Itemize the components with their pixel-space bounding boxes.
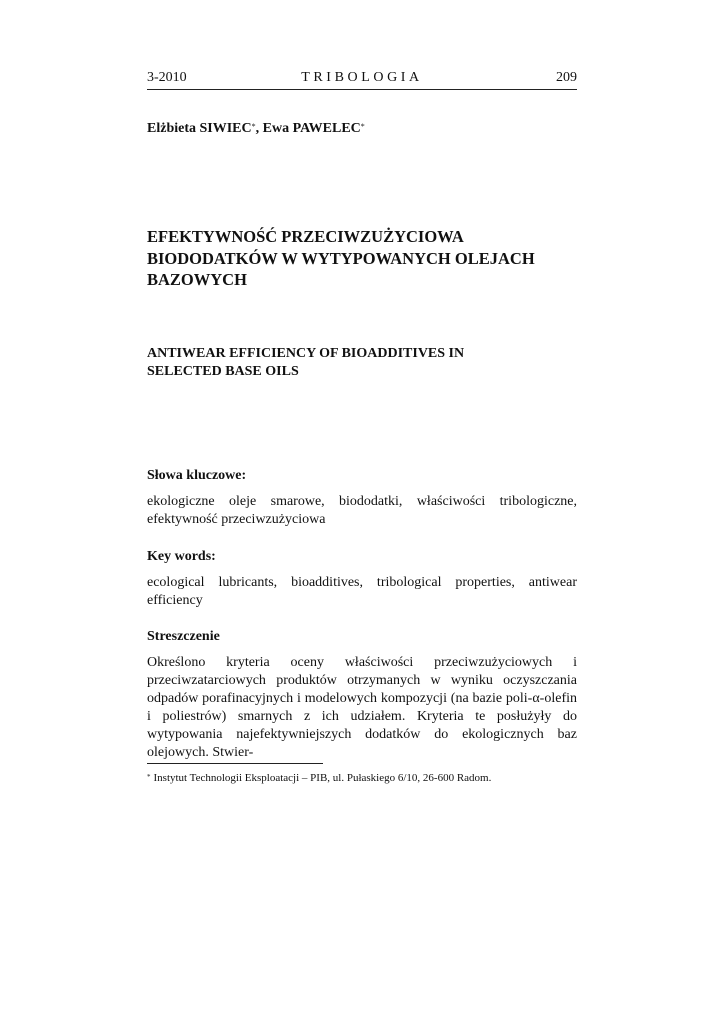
- running-header: [147, 70, 577, 88]
- title-line: ANTIWEAR EFFICIENCY OF BIOADDITIVES IN: [147, 346, 465, 361]
- author-siwiec: Elżbieta SIWIEC: [147, 121, 252, 136]
- footnote-text: Instytut Technologii Eksploatacji – PIB, ul. Pułaskiego 6/10, 26-600 Radom.: [153, 772, 492, 784]
- title-line: BAZOWYCH: [147, 270, 247, 289]
- title-polish: [147, 226, 577, 291]
- title-line: BIODODATKÓW W WYTYPOWANYCH OLEJACH: [147, 248, 535, 268]
- abstract-section: [147, 628, 577, 762]
- affiliation-mark: *: [251, 122, 256, 131]
- abstract-heading: Streszczenie: [147, 629, 220, 644]
- keywords-english-text: ecological lubricants, bioadditives, tribological properties, antiwear efficiency: [147, 575, 577, 608]
- header-rule: [147, 89, 577, 90]
- title-line: EFEKTYWNOŚĆ PRZECIWZUŻYCIOWA: [147, 227, 464, 246]
- title-line: SELECTED BASE OILS: [147, 364, 299, 379]
- title-english: [147, 345, 577, 381]
- affiliation-mark: *: [360, 122, 365, 131]
- keywords-english-heading: Key words:: [147, 549, 216, 564]
- abstract-text: Określono kryteria oceny właściwości przeciwzużyciowych i przeciwzatarciowych produktów otrzymanych w wyniku oczyszczania odpadów porafinacyjnych i modelowych kompozycji (na bazie poli-α-olefin i poliestrów) smarnych z ich udziałem. Kryteria te posłużyły do wytypowania najefektywniejszych dodatków do ekologicznych baz olejowych. Stwier-: [147, 655, 577, 760]
- keywords-polish-section: [147, 467, 577, 529]
- keywords-polish-heading: Słowa kluczowe:: [147, 468, 247, 483]
- keywords-english-section: [147, 548, 577, 610]
- author-separator: ,: [255, 121, 263, 136]
- authors-line: [147, 120, 365, 138]
- journal-name: TRIBOLOGIA: [301, 70, 423, 85]
- paper-page: [147, 0, 577, 1024]
- footnote-rule: [147, 763, 323, 764]
- keywords-polish-text: ekologiczne oleje smarowe, biododatki, właściwości tribologiczne, efektywność przeciwzużyciowa: [147, 494, 577, 527]
- footnote-mark: *: [147, 773, 151, 781]
- issue-number: 3-2010: [147, 70, 187, 85]
- page-number: 209: [556, 70, 577, 85]
- footnote: [147, 771, 577, 785]
- author-pawelec: Ewa PAWELEC: [262, 121, 361, 136]
